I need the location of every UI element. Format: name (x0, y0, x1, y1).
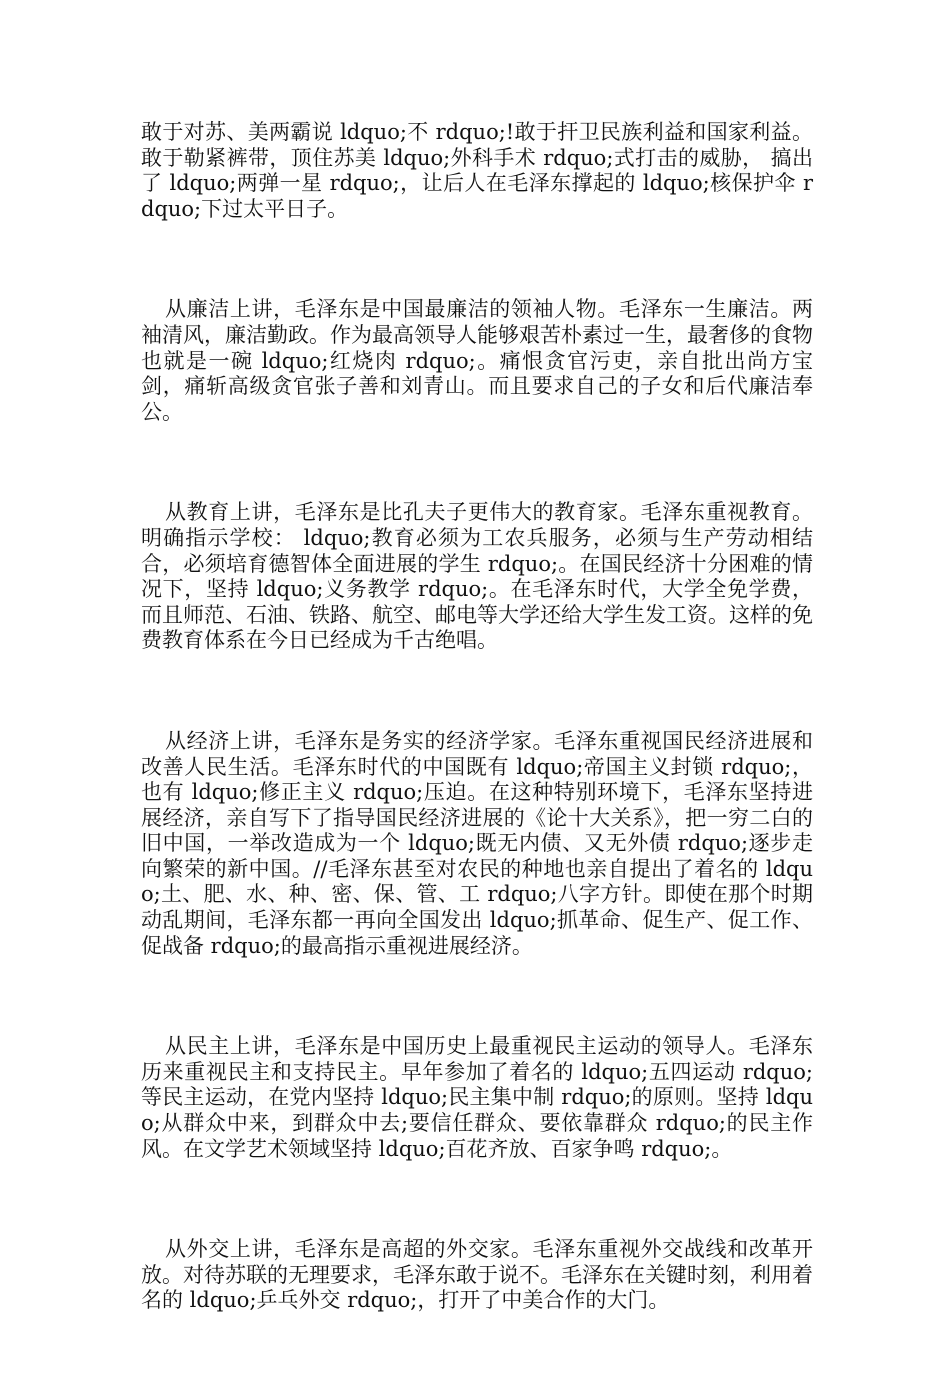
paragraph-integrity: 从廉洁上讲，毛泽东是中国最廉洁的领袖人物。毛泽东一生廉洁。两袖清风，廉洁勤政。作为最高领导人能够艰苦朴素过一生，最奢侈的食物也就是一碗 ldquo;红烧肉 rdquo;。痛恨贪官污吏，亲自批出尚方宝剑，痛斩高级贪官张子善和刘青山。而且要求自己的子女和后代廉洁奉公。 (141, 297, 813, 424)
paragraph-defense: 敢于对苏、美两霸说 ldquo;不 rdquo;!敢于扞卫民族利益和国家利益。敢于勒紧裤带，顶住苏美 ldquo;外科手术 rdquo;式打击的威胁， 搞出了 ldquo;两弹一星 rdquo;，让后人在毛泽东撑起的 ldquo;核保护伞 rdquo;下过太平日子。 (141, 120, 813, 221)
paragraph-economy: 从经济上讲，毛泽东是务实的经济学家。毛泽东重视国民经济进展和改善人民生活。毛泽东时代的中国既有 ldquo;帝国主义封锁 rdquo;，也有 ldquo;修正主义 rdquo;压迫。在这种特别环境下，毛泽东坚持进展经济，亲自写下了指导国民经济进展的《论十大关系》，把一穷二白的旧中国，一举改造成为一个 ldquo;既无内债、又无外债 rdquo;逐步走向繁荣的新中国。//毛泽东甚至对农民的种地也亲自提出了着名的 ldquo;土、肥、水、种、密、保、管、工 rdquo;八字方针。即使在那个时期动乱期间，毛泽东都一再向全国发出 ldquo;抓革命、促生产、促工作、促战备 rdquo;的最高指示重视进展经济。 (141, 728, 813, 958)
document-body (141, 120, 813, 1389)
paragraph-education: 从教育上讲，毛泽东是比孔夫子更伟大的教育家。毛泽东重视教育。明确指示学校： ldquo;教育必须为工农兵服务，必须与生产劳动相结合，必须培育德智体全面进展的学生 rdquo;。在国民经济十分困难的情况下，坚持 ldquo;义务教学 rdquo;。在毛泽东时代，大学全免学费，而且师范、石油、铁路、航空、邮电等大学还给大学生发工资。这样的免费教育体系在今日已经成为千古绝唱。 (141, 500, 813, 653)
paragraph-diplomacy: 从外交上讲，毛泽东是高超的外交家。毛泽东重视外交战线和改革开放。对待苏联的无理要求，毛泽东敢于说不。毛泽东在关键时刻，利用着名的 ldquo;乒乓外交 rdquo;，打开了中美合作的大门。 (141, 1237, 813, 1313)
paragraph-democracy: 从民主上讲，毛泽东是中国历史上最重视民主运动的领导人。毛泽东历来重视民主和支持民主。早年参加了着名的 ldquo;五四运动 rdquo;等民主运动，在党内坚持 ldquo;民主集中制 rdquo;的原则。坚持 ldquo;从群众中来，到群众中去;要信任群众、要依靠群众 rdquo;的民主作风。在文学艺术领域坚持 ldquo;百花齐放、百家争鸣 rdquo;。 (141, 1034, 813, 1161)
